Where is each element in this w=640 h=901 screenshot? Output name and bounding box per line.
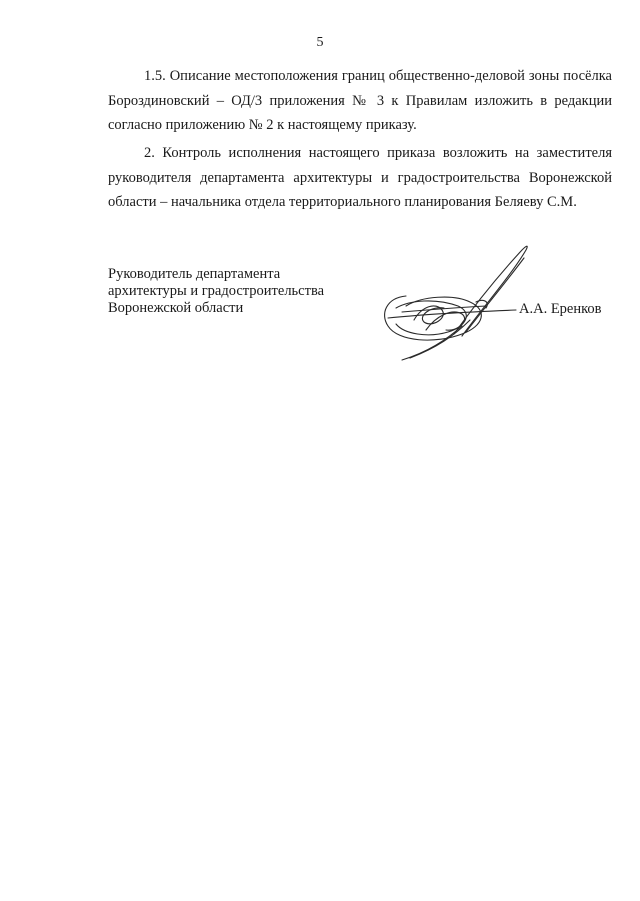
signatory-title-line-1: Руководитель департамента	[108, 266, 281, 282]
paragraph-1-5: 1.5. Описание местоположения границ общественно-деловой зоны посёлка Бороздиновский – ОД/3 приложения № 3 к Правилам изложить в редакции согласно приложению № 2 к настоящему приказу.	[108, 68, 612, 133]
signatory-title-line-3: Воронежской области	[108, 300, 244, 316]
paragraph-2: 2. Контроль исполнения настоящего приказа возложить на заместителя руководителя департамента архитектуры и градостроительства Воронежской области – начальника отдела территориального планирования Беляеву С.М.	[108, 145, 612, 210]
signatory-name: А.А. Еренков	[519, 301, 602, 317]
page-number: 5	[316, 35, 324, 50]
signatory-title-block	[108, 266, 348, 317]
signatory-title-line-2: архитектуры и градостроительства	[108, 283, 325, 299]
handwritten-signature-icon	[366, 236, 536, 366]
